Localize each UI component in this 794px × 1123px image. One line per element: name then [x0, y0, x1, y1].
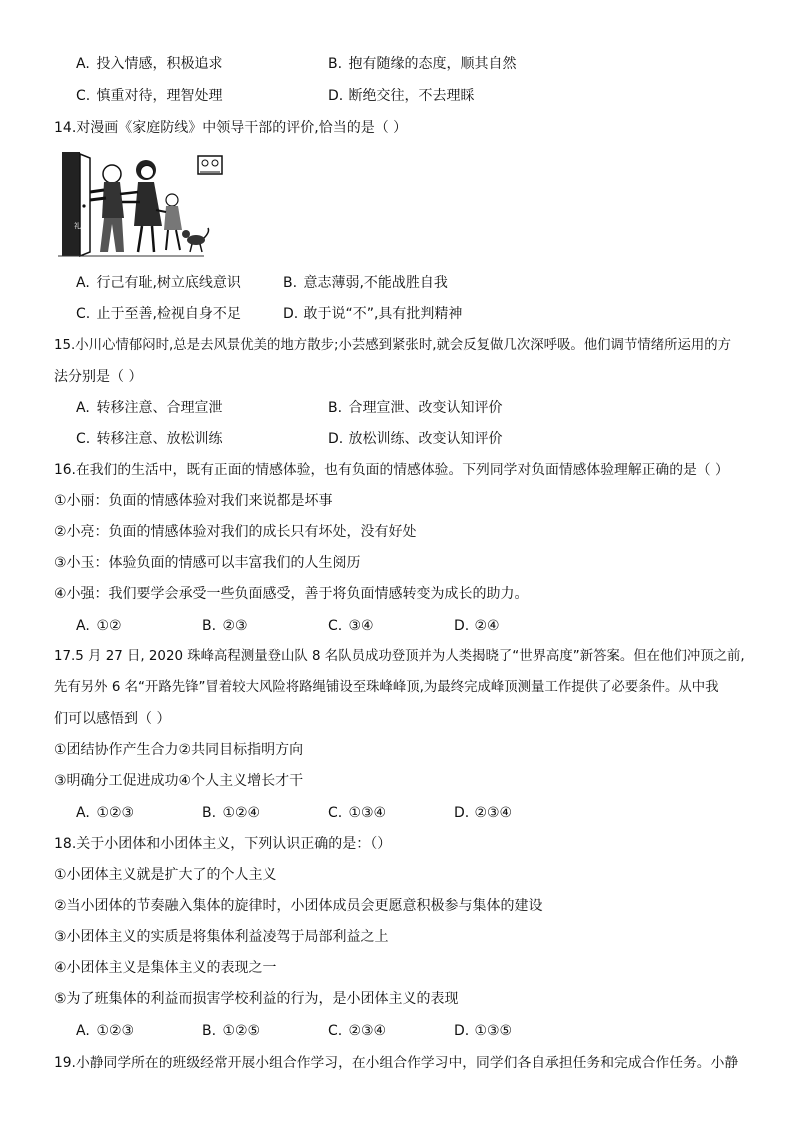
q18-option-c: C. ②③④ [328, 1023, 387, 1039]
family-defense-cartoon [54, 148, 234, 263]
q14-option-a: A. 行己有耻,树立底线意识 [76, 275, 241, 291]
q13-option-a: A. 投入情感，积极追求 [76, 56, 223, 72]
q15-option-a: A. 转移注意、合理宣泄 [76, 400, 223, 416]
q16-option-a: A. ①② [76, 618, 122, 634]
q17-stem-line1: 17.5 月 27 日, 2020 珠峰高程测量登山队 8 名队员成功登顶并为人类揭晓了“世界高度”新答案。但在他们冲顶之前, [54, 649, 745, 664]
q13-option-b: B. 抱有随缘的态度，顺其自然 [328, 56, 517, 72]
q18-statement-3: ③小团体主义的实质是将集体利益凌驾于局部利益之上 [54, 929, 389, 945]
q15-option-b: B. 合理宣泄、改变认知评价 [328, 400, 503, 416]
q17-stem-line2: 先有另外 6 名“开路先锋”冒着较大风险将路绳铺设至珠峰峰顶,为最终完成峰顶测量工作提供了必要条件。从中我 [54, 680, 719, 695]
q17-option-a: A. ①②③ [76, 805, 135, 821]
q16-option-d: D. ②④ [454, 618, 500, 634]
q15-option-d: D. 放松训练、改变认知评价 [328, 431, 503, 447]
q19-stem: 19.小静同学所在的班级经常开展小组合作学习，在小组合作学习中，同学们各自承担任务和完成合作任务。小静 [54, 1055, 739, 1071]
q16-statement-3: ③小玉：体验负面的情感可以丰富我们的人生阅历 [54, 555, 361, 571]
q18-statement-5: ⑤为了班集体的利益而损害学校利益的行为，是小团体主义的表现 [54, 991, 459, 1007]
q18-statement-1: ①小团体主义就是扩大了的个人主义 [54, 867, 277, 883]
q16-statement-2: ②小亮：负面的情感体验对我们的成长只有坏处，没有好处 [54, 524, 417, 540]
q17-option-b: B. ①②④ [202, 805, 261, 821]
q16-option-c: C. ③④ [328, 618, 374, 634]
q16-option-b: B. ②③ [202, 618, 248, 634]
q18-statement-4: ④小团体主义是集体主义的表现之一 [54, 960, 277, 976]
q16-stem: 16.在我们的生活中，既有正面的情感体验，也有负面的情感体验。下列同学对负面情感体验理解正确的是（ ） [54, 462, 729, 478]
q17-option-d: D. ②③④ [454, 805, 513, 821]
q15-stem-line2: 法分别是（ ） [54, 369, 143, 385]
q18-option-a: A. ①②③ [76, 1023, 135, 1039]
q18-statement-2: ②当小团体的节奏融入集体的旋律时，小团体成员会更愿意积极参与集体的建设 [54, 898, 543, 914]
q15-option-c: C. 转移注意、放松训练 [76, 431, 223, 447]
q14-stem: 14.对漫画《家庭防线》中领导干部的评价,恰当的是（ ） [54, 120, 408, 136]
q18-stem: 18.关于小团体和小团体主义，下列认识正确的是：（） [54, 836, 392, 852]
q18-option-d: D. ①③⑤ [454, 1023, 513, 1039]
q17-statement-1: ①团结协作产生合力②共同目标指明方向 [54, 742, 304, 758]
q16-statement-4: ④小强：我们要学会承受一些负面感受，善于将负面情感转变为成长的助力。 [54, 586, 529, 602]
q17-option-c: C. ①③④ [328, 805, 387, 821]
q13-option-d: D. 断绝交往，不去理睬 [328, 88, 475, 104]
q18-option-b: B. ①②⑤ [202, 1023, 261, 1039]
q15-stem-line1: 15.小川心情郁闷时,总是去风景优美的地方散步;小芸感到紧张时,就会反复做几次深呼吸。他们调节情绪所运用的方 [54, 338, 732, 353]
door-label: 礼 [74, 222, 81, 230]
q17-statement-2: ③明确分工促进成功④个人主义增长才干 [54, 773, 304, 789]
q14-option-b: B. 意志薄弱,不能战胜自我 [283, 275, 448, 291]
q17-stem-line3: 们可以感悟到（ ） [54, 711, 171, 727]
q13-option-c: C. 慎重对待，理智处理 [76, 88, 223, 104]
q14-option-c: C. 止于至善,检视自身不足 [76, 306, 241, 322]
q16-statement-1: ①小丽：负面的情感体验对我们来说都是坏事 [54, 493, 333, 509]
q14-option-d: D. 敢于说“不”,具有批判精神 [283, 306, 463, 322]
